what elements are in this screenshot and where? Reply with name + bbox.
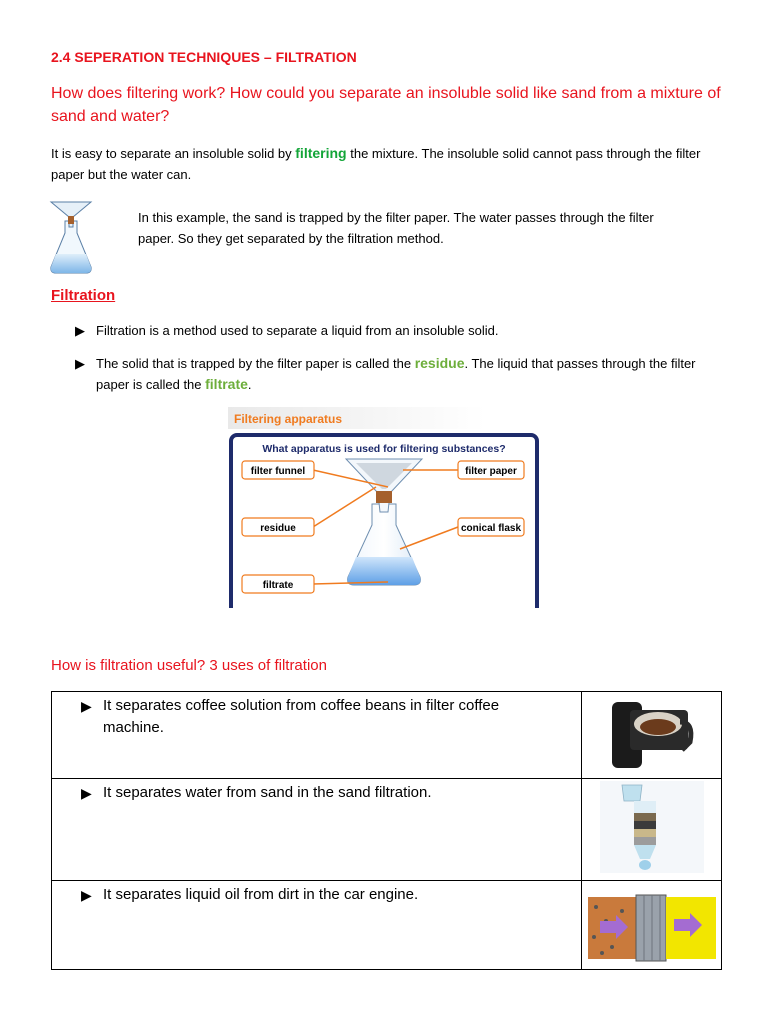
intro-text-before: It is easy to separate an insoluble solid by [51,146,296,161]
image-cell [582,692,722,779]
filtering-apparatus-diagram [228,407,541,608]
label-filter-funnel: filter funnel [250,466,306,477]
keyword-filtering: filtering [295,145,347,161]
table-row [52,881,722,970]
label-residue: residue [260,523,296,534]
bullet-triangle-icon: ▶ [81,785,92,801]
use-cell [52,692,582,779]
bullet-2 [75,353,716,395]
filtration-heading: Filtration [51,287,116,304]
label-filter-paper: filter paper [465,466,517,477]
bullet-2-text-c: . [247,377,252,392]
bullet-triangle-icon: ▶ [75,323,85,338]
label-filtrate: filtrate [262,580,294,591]
use-2-text: It separates water from sand in the sand filtration. [103,784,432,801]
image-cell [582,881,722,970]
bullet-2-text-b: . The liquid that passes through the filter paper is called the [96,356,696,392]
bullet-triangle-icon: ▶ [81,887,92,903]
intro-question: How does filtering work? How could you separate an insoluble solid like sand from a mixture of sand and water? [51,85,721,125]
oil-filter-image [582,881,721,964]
uses-heading: How is filtration useful? 3 uses of filtration [51,657,327,674]
use-cell [52,881,582,970]
bullet-1 [75,320,716,341]
bullet-1-text: Filtration is a method used to separate a liquid from an insoluble solid. [96,323,499,338]
term-filtrate: filtrate [205,376,248,392]
label-conical-flask: conical flask [460,523,522,534]
table-row [52,779,722,881]
page-title: 2.4 SEPERATION TECHNIQUES – FILTRATION [51,49,357,65]
use-1 [81,695,543,739]
diagram-question: What apparatus is used for filtering substances? [262,443,506,455]
bullet-triangle-icon: ▶ [75,356,85,371]
example-text: In this example, the sand is trapped by the filter paper. The water passes through the filter paper. So they get separated by the filtration method. [138,210,654,246]
use-3 [81,884,581,906]
sand-filter-image [582,779,721,875]
use-2 [81,782,581,804]
coffee-machine-image [582,692,721,773]
bullet-2-text-a: The solid that is trapped by the filter paper is called the [96,356,415,371]
use-1-text: It separates coffee solution from coffee beans in filter coffee machine. [103,697,500,736]
intro-paragraph [51,143,721,185]
table-row [52,692,722,779]
uses-table [51,691,722,970]
intro-text-after: the mixture. The insoluble solid cannot pass through the filter paper but the water can. [51,146,701,182]
bullet-triangle-icon: ▶ [81,698,92,714]
use-cell [52,779,582,881]
image-cell [582,779,722,881]
funnel-flask-icon [46,199,96,276]
use-3-text: It separates liquid oil from dirt in the car engine. [103,886,419,903]
term-residue: residue [414,355,465,371]
diagram-header: Filtering apparatus [234,412,343,426]
